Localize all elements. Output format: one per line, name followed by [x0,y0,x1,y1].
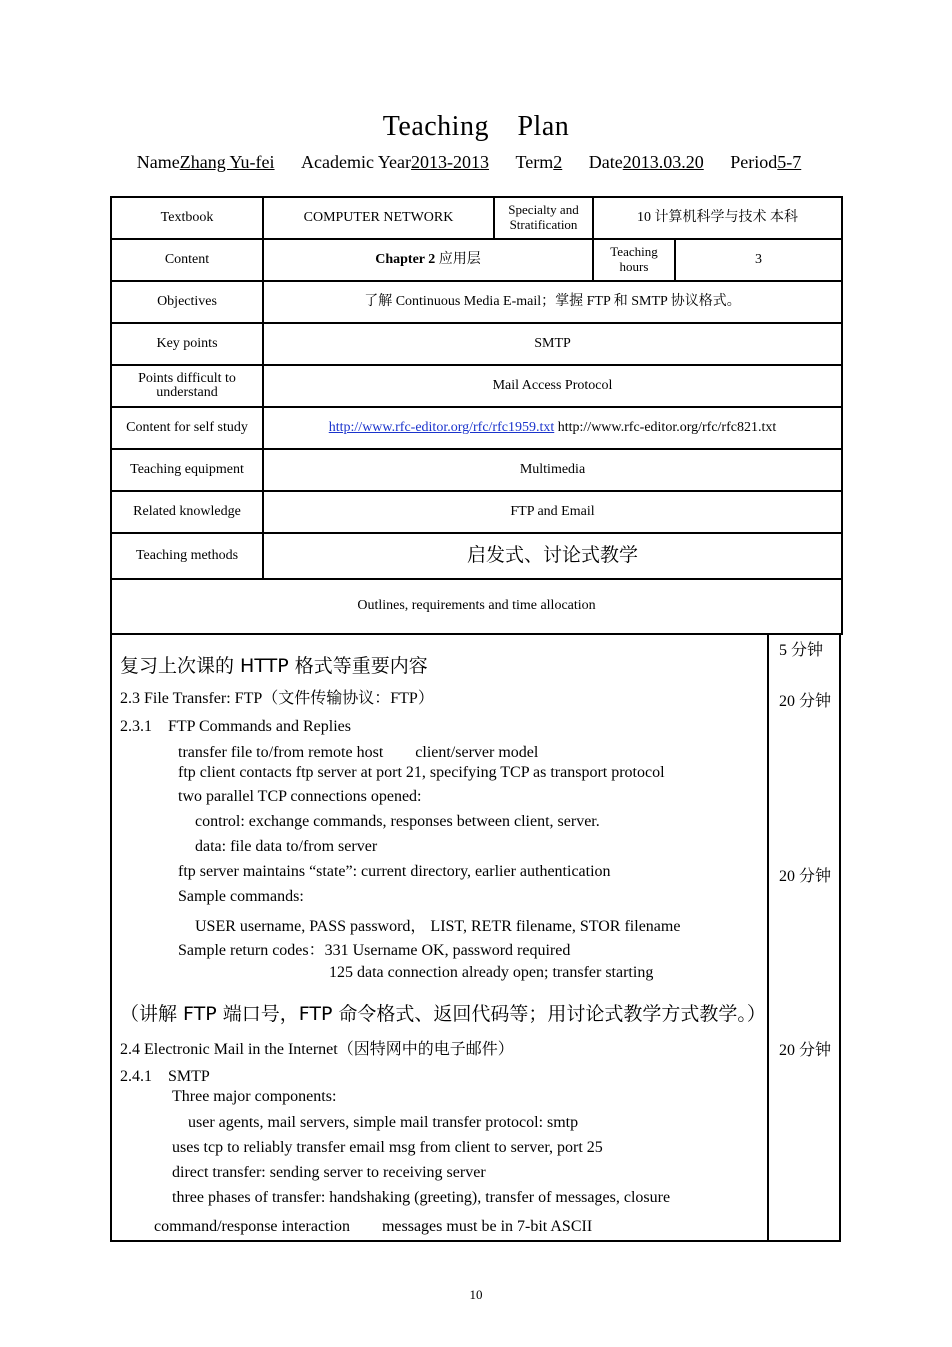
outline-line: three phases of transfer: handshaking (greeting), transfer of messages, closure [172,1189,671,1206]
keypoints-value: SMTP [263,323,842,365]
outline-line: 2.3 File Transfer: FTP（文件传输协议：FTP） [120,690,434,707]
content-label: Content [111,239,263,281]
outline-line: ftp client contacts ftp server at port 21, specifying TCP as transport protocol [178,764,665,781]
hours-value: 3 [675,239,842,281]
outline-line: transfer file to/from remote host client/server model [178,744,539,761]
page-number: 10 [469,1287,483,1302]
outline-section [110,633,841,1242]
textbook-label: Textbook [111,197,263,239]
difficult-label: Points difficult to understand [111,365,263,407]
methods-label: Teaching methods [111,533,263,579]
equipment-value: Multimedia [263,449,842,491]
outline-line: 125 data connection already open; transfer starting [329,964,654,981]
specialty-value: 10 计算机科学与技术 本科 [593,197,842,239]
time-allocation: 20 分钟 [779,1042,832,1059]
time-allocation: 5 分钟 [779,642,824,659]
date-label: Date [588,152,623,172]
outline-line: direct transfer: sending server to receiving server [172,1164,486,1181]
outline-ftp-note: （讲解 FTP 端口号，FTP 命令格式、返回代码等；用讨论式教学方式教学。） [120,1003,766,1025]
outline-line: Sample return codes：331 Username OK, password required [178,942,571,959]
outline-line: 2.4 Electronic Mail in the Internet（因特网中的电子邮件） [120,1041,514,1058]
outline-line: user agents, mail servers, simple mail transfer protocol: smtp [188,1114,579,1131]
outline-review-heading: 复习上次课的 HTTP 格式等重要内容 [120,655,428,677]
outline-line: USER username, PASS password， LIST, RETR filename, STOR filename [195,918,681,935]
plan-table [110,196,843,635]
time-allocation: 20 分钟 [779,693,832,710]
outline-line: uses tcp to reliably transfer email msg from client to server, port 25 [172,1139,603,1156]
equipment-label: Teaching equipment [111,449,263,491]
hours-label: Teaching hours [593,239,675,281]
specialty-label: Specialty and Stratification [494,197,593,239]
period-label: Period [730,152,778,172]
outline-line: Sample commands: [178,888,304,905]
content-chapter: Chapter 2 [375,251,436,267]
name-label: Name [136,152,180,172]
difficult-value: Mail Access Protocol [263,365,842,407]
outline-line: 2.4.1 SMTP [120,1068,210,1085]
time-allocation: 20 分钟 [779,868,832,885]
selfstudy-label: Content for self study [111,407,263,449]
header-meta [0,152,952,173]
rfc821-text: http://www.rfc-editor.org/rfc/rfc821.txt [554,419,777,435]
outline-line: two parallel TCP connections opened: [178,788,422,805]
outline-line: Three major components: [172,1088,337,1105]
related-label: Related knowledge [111,491,263,533]
term-label: Term [515,152,554,172]
related-value: FTP and Email [263,491,842,533]
name-value: Zhang Yu-fei [179,152,275,172]
page-title: Teaching Plan [382,111,570,142]
outline-line: 2.3.1 FTP Commands and Replies [120,718,351,735]
objectives-value: 了解 Continuous Media E-mail；掌握 FTP 和 SMTP 协议格式。 [263,281,842,323]
keypoints-label: Key points [111,323,263,365]
methods-value: 启发式、讨论式教学 [263,533,842,579]
rfc1959-link[interactable]: http://www.rfc-editor.org/rfc/rfc1959.txt [328,419,555,435]
outline-line: data: file data to/from server [195,838,378,855]
textbook-value: COMPUTER NETWORK [263,197,494,239]
year-label: Academic Year [301,152,412,172]
date-value: 2013.03.20 [622,152,704,172]
selfstudy-value [263,407,842,449]
period-value: 5-7 [777,152,802,172]
objectives-label: Objectives [111,281,263,323]
time-column-divider [767,633,769,1240]
year-value: 2013-2013 [411,152,490,172]
term-value: 2 [553,152,563,172]
content-text: 应用层 [435,251,481,267]
content-value [263,239,593,281]
outlines-header: Outlines, requirements and time allocation [111,579,842,634]
outline-line: ftp server maintains “state”: current directory, earlier authentication [178,863,611,880]
outline-line: command/response interaction messages must be in 7-bit ASCII [154,1218,593,1235]
outline-line: control: exchange commands, responses between client, server. [195,813,600,830]
